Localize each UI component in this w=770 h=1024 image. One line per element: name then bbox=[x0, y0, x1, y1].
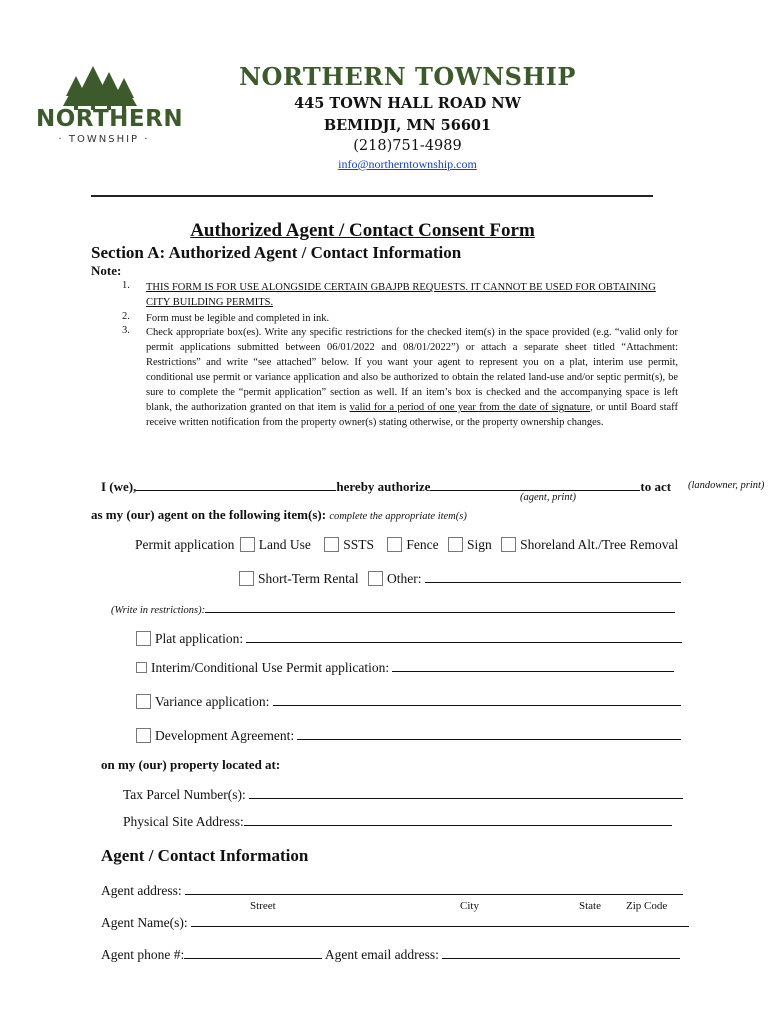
note-text-part: , or until Board staff receive written notification from the property owner(s) stating otherwise, or the property ownership changes. bbox=[146, 402, 678, 428]
plat-checkbox[interactable] bbox=[136, 631, 151, 646]
agent-contact-heading: Agent / Contact Information bbox=[101, 846, 309, 865]
agent-name-field[interactable] bbox=[430, 478, 640, 491]
landowner-name-field[interactable] bbox=[136, 478, 336, 491]
site-address-label: Physical Site Address: bbox=[123, 814, 244, 829]
agent-address-field[interactable] bbox=[185, 882, 683, 895]
development-checkbox[interactable] bbox=[136, 728, 151, 743]
agent-hint: (agent, print) bbox=[520, 492, 576, 503]
ssts-checkbox[interactable] bbox=[324, 537, 339, 552]
hereby-label: hereby authorize bbox=[336, 479, 431, 494]
interim-field[interactable] bbox=[392, 659, 674, 672]
variance-row bbox=[134, 693, 681, 710]
development-label: Development Agreement: bbox=[155, 728, 295, 743]
other-field[interactable] bbox=[425, 570, 681, 583]
restrictions-label: (Write in restrictions): bbox=[111, 605, 206, 616]
interim-row bbox=[134, 659, 674, 676]
header-divider bbox=[91, 195, 653, 197]
plat-field[interactable] bbox=[246, 630, 682, 643]
township-logo bbox=[36, 62, 184, 152]
sign-label: Sign bbox=[466, 537, 492, 552]
shoreland-checkbox[interactable] bbox=[501, 537, 516, 552]
form-title: Authorized Agent / Contact Consent Form bbox=[190, 220, 535, 241]
short-term-row bbox=[237, 570, 681, 587]
agent-email-field[interactable] bbox=[442, 946, 680, 959]
tax-parcel-field[interactable] bbox=[249, 786, 683, 799]
agent-phone-label: Agent phone #: bbox=[101, 947, 185, 962]
interim-label: Interim/Conditional Use Permit application: bbox=[151, 660, 390, 675]
variance-field[interactable] bbox=[273, 693, 681, 706]
note-number: 2. bbox=[122, 311, 130, 322]
city-caption: City bbox=[460, 900, 479, 912]
zip-caption: Zip Code bbox=[626, 900, 668, 912]
other-checkbox[interactable] bbox=[368, 571, 383, 586]
restrictions-line bbox=[111, 603, 675, 616]
sign-checkbox[interactable] bbox=[448, 537, 463, 552]
note-text-underlined: valid for a period of one year from the date of signature bbox=[349, 402, 591, 413]
agent-contact-row bbox=[101, 946, 680, 963]
tax-parcel-row bbox=[123, 786, 683, 803]
permit-application-label: Permit application bbox=[135, 537, 235, 552]
authorization-line bbox=[101, 478, 671, 495]
development-field[interactable] bbox=[297, 727, 681, 740]
we-label: I (we), bbox=[101, 479, 137, 494]
agent-phone-field[interactable] bbox=[184, 946, 322, 959]
logo-wordmark: NORTHERN bbox=[36, 106, 184, 132]
as-my-agent-label: as my (our) agent on the following item(s): bbox=[91, 507, 327, 522]
note-text: THIS FORM IS FOR USE ALONGSIDE CERTAIN GBAJPB REQUESTS. IT CANNOT BE USED FOR OBTAINING CITY BUILDING PERMITS. bbox=[146, 282, 656, 308]
note-text bbox=[146, 325, 678, 430]
section-a-heading: Section A: Authorized Agent / Contact Information bbox=[91, 243, 462, 262]
address-line-1: 445 TOWN HALL ROAD NW bbox=[294, 95, 521, 112]
land-use-label: Land Use bbox=[258, 537, 311, 552]
development-row bbox=[134, 727, 681, 744]
site-address-field[interactable] bbox=[244, 813, 672, 826]
variance-checkbox[interactable] bbox=[136, 694, 151, 709]
fence-label: Fence bbox=[406, 537, 439, 552]
state-caption: State bbox=[579, 900, 601, 912]
complete-hint: complete the appropriate item(s) bbox=[329, 511, 467, 522]
site-address-row bbox=[123, 813, 672, 830]
variance-label: Variance application: bbox=[155, 694, 270, 709]
short-term-rental-checkbox[interactable] bbox=[239, 571, 254, 586]
agent-names-label: Agent Name(s): bbox=[101, 915, 188, 930]
organization-name: NORTHERN TOWNSHIP bbox=[239, 62, 576, 91]
street-caption: Street bbox=[250, 900, 276, 912]
agent-email-label: Agent email address: bbox=[324, 947, 439, 962]
plat-row bbox=[134, 630, 682, 647]
shoreland-label: Shoreland Alt./Tree Removal bbox=[520, 537, 679, 552]
other-label: Other: bbox=[387, 571, 422, 586]
restrictions-field[interactable] bbox=[205, 603, 675, 613]
fence-checkbox[interactable] bbox=[387, 537, 402, 552]
ssts-label: SSTS bbox=[343, 537, 374, 552]
to-act-label: to act bbox=[640, 479, 672, 494]
logo-subtitle: · TOWNSHIP · bbox=[58, 134, 150, 145]
note-text-part: Check appropriate box(es). Write any specific restrictions for the checked item(s) in the space provided (e.g. “valid only for permit applications submitted between 06/01/2022 and 08/01/2022”) or attach a separate sheet titled “Attachment: Restrictions” and write “see attached” below. If you want your agent to represent you on a plat, interim use permit, conditional use permit or variance application and also be authorized to obtain the related land-use and/or septic permit(s), be sure to complete the “permit application” section as well. If an item’s box is checked and the accompanying space is left blank, the authorization granted on that item is bbox=[146, 327, 678, 413]
agent-names-field[interactable] bbox=[191, 914, 689, 927]
interim-checkbox[interactable] bbox=[136, 662, 147, 673]
note-label: Note: bbox=[91, 263, 122, 278]
note-number: 1. bbox=[122, 280, 130, 291]
note-text: Form must be legible and completed in ink. bbox=[146, 313, 330, 324]
agent-names-row bbox=[101, 914, 689, 931]
plat-label: Plat application: bbox=[155, 631, 244, 646]
short-term-rental-label: Short-Term Rental bbox=[258, 571, 359, 586]
permit-options-row bbox=[135, 537, 678, 553]
email-link[interactable]: info@northerntownship.com bbox=[338, 157, 477, 171]
note-number: 3. bbox=[122, 325, 130, 336]
landowner-hint: (landowner, print) bbox=[688, 480, 765, 491]
agent-address-row bbox=[101, 882, 683, 899]
land-use-checkbox[interactable] bbox=[240, 537, 255, 552]
as-my-agent-line bbox=[91, 507, 467, 523]
property-heading: on my (our) property located at: bbox=[101, 757, 281, 772]
tax-parcel-label: Tax Parcel Number(s): bbox=[123, 787, 246, 802]
agent-address-label: Agent address: bbox=[101, 883, 182, 898]
phone-number: (218)751-4989 bbox=[353, 138, 462, 154]
address-line-2: BEMIDJI, MN 56601 bbox=[323, 117, 492, 134]
